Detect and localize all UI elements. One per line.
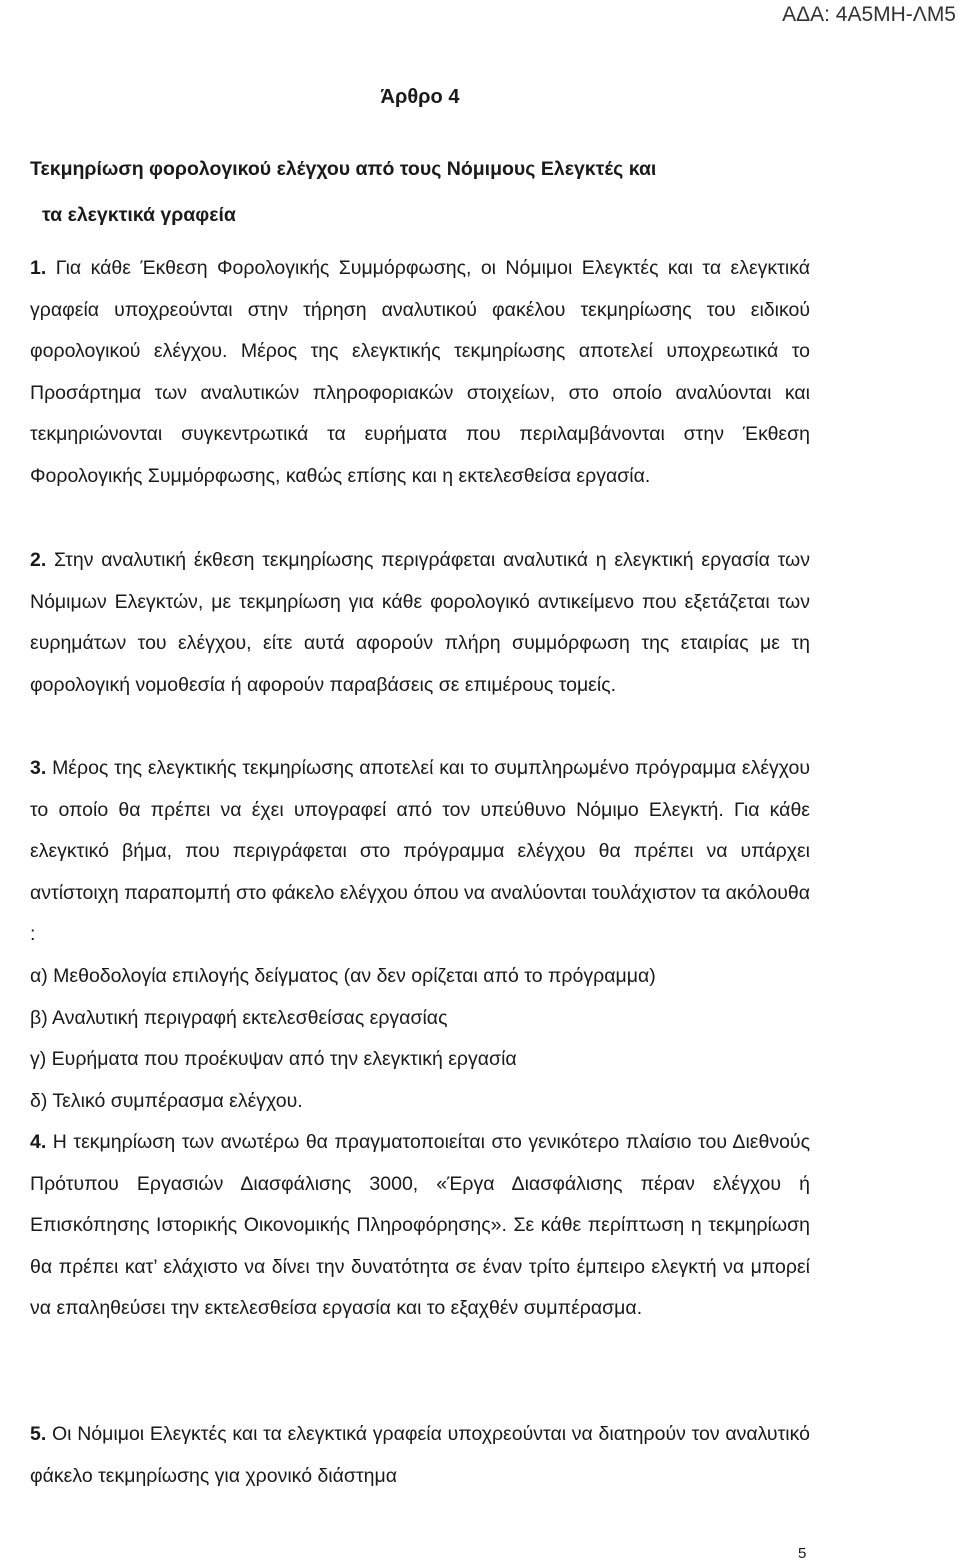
- paragraph-text: Η τεκμηρίωση των ανωτέρω θα πραγματοποιείται στο γενικότερο πλαίσιο του Διεθνούς Πρότυπου Εργασιών Διασφάλισης 3000, «Έργα Διασφάλισης πέραν ελέγχου ή Επισκόπησης Ιστορικής Οικονομικής Πληροφόρησης». Σε κάθε περίπτωση η τεκμηρίωση θα πρέπει κατ’ ελάχιστο να δίνει την δυνατότητα σε έναν τρίτο έμπειρο ελεγκτή να μπορεί να επαληθεύσει την εκτελεσθείσα εργασία και το εξαχθέν συμπέρασμα.: [30, 1131, 810, 1320]
- list-item: γ) Ευρήματα που προέκυψαν από την ελεγκτική εργασία: [30, 1048, 517, 1071]
- list-item: α) Μεθοδολογία επιλογής δείγματος (αν δεν ορίζεται από το πρόγραμμα): [30, 965, 656, 987]
- article-title: Άρθρο 4: [380, 86, 460, 108]
- paragraph-number: 2.: [30, 549, 47, 571]
- list-item: δ) Τελικό συμπέρασμα ελέγχου.: [30, 1089, 303, 1112]
- paragraph-number: 1.: [30, 257, 47, 279]
- paragraph-number: 3.: [30, 757, 47, 779]
- page-number: 5: [798, 1545, 807, 1562]
- subtitle-line-1: Τεκμηρίωση φορολογικού ελέγχου από τους Νόμιμους Ελεγκτές και: [30, 158, 657, 180]
- paragraph-3: [30, 748, 810, 956]
- paragraph-5: [30, 1414, 810, 1497]
- paragraph-number: 4.: [30, 1131, 47, 1153]
- paragraph-text: Οι Νόμιμοι Ελεγκτές και τα ελεγκτικά γραφεία υποχρεούνται να διατηρούν τον αναλυτικό φάκελο τεκμηρίωσης για χρονικό διάστημα: [30, 1423, 810, 1487]
- paragraph-2: [30, 540, 810, 706]
- requirements-list: [30, 956, 810, 1122]
- list-item: β) Αναλυτική περιγραφή εκτελεσθείσας εργασίας: [30, 1006, 448, 1029]
- paragraph-number: 5.: [30, 1423, 47, 1445]
- paragraph-4: [30, 1122, 810, 1330]
- paragraph-text: Στην αναλυτική έκθεση τεκμηρίωσης περιγράφεται αναλυτικά η ελεγκτική εργασία των Νόμιμων Ελεγκτών, με τεκμηρίωση για κάθε φορολογικό αντικείμενο που εξετάζεται των ευρημάτων του ελέγχου, είτε αυτά αφορούν πλήρη συμμόρφωση της εταιρίας με τη φορολογική νομοθεσία ή αφορούν παραβάσεις σε επιμέρους τομείς.: [30, 549, 810, 696]
- article-subtitle: [30, 146, 810, 238]
- subtitle-line-2: τα ελεγκτικά γραφεία: [42, 204, 236, 226]
- paragraph-1: [30, 248, 810, 498]
- ada-header: ΑΔΑ: 4Α5ΜΗ-ΛΜ5: [782, 3, 956, 26]
- paragraph-text: Μέρος της ελεγκτικής τεκμηρίωσης αποτελεί και το συμπληρωμένο πρόγραμμα ελέγχου το οποίο θα πρέπει να έχει υπογραφεί από τον υπεύθυνο Νόμιμο Ελεγκτή. Για κάθε ελεγκτικό βήμα, που περιγράφεται στο πρόγραμμα ελέγχου θα πρέπει να υπάρχει αντίστοιχη παραπομπή στο φάκελο ελέγχου όπου να αναλύονται τουλάχιστον τα ακόλουθα :: [30, 757, 810, 946]
- paragraph-text: Για κάθε Έκθεση Φορολογικής Συμμόρφωσης, οι Νόμιμοι Ελεγκτές και τα ελεγκτικά γραφεία υποχρεούνται στην τήρηση αναλυτικού φακέλου τεκμηρίωσης του ειδικού φορολογικού ελέγχου. Μέρος της ελεγκτικής τεκμηρίωσης αποτελεί υποχρεωτικά το Προσάρτημα των αναλυτικών πληροφοριακών στοιχείων, στο οποίο αναλύονται και τεκμηριώνονται συγκεντρωτικά τα ευρήματα που περιλαμβάνονται στην Έκθεση Φορολογικής Συμμόρφωσης, καθώς επίσης και η εκτελεσθείσα εργασία.: [30, 257, 810, 487]
